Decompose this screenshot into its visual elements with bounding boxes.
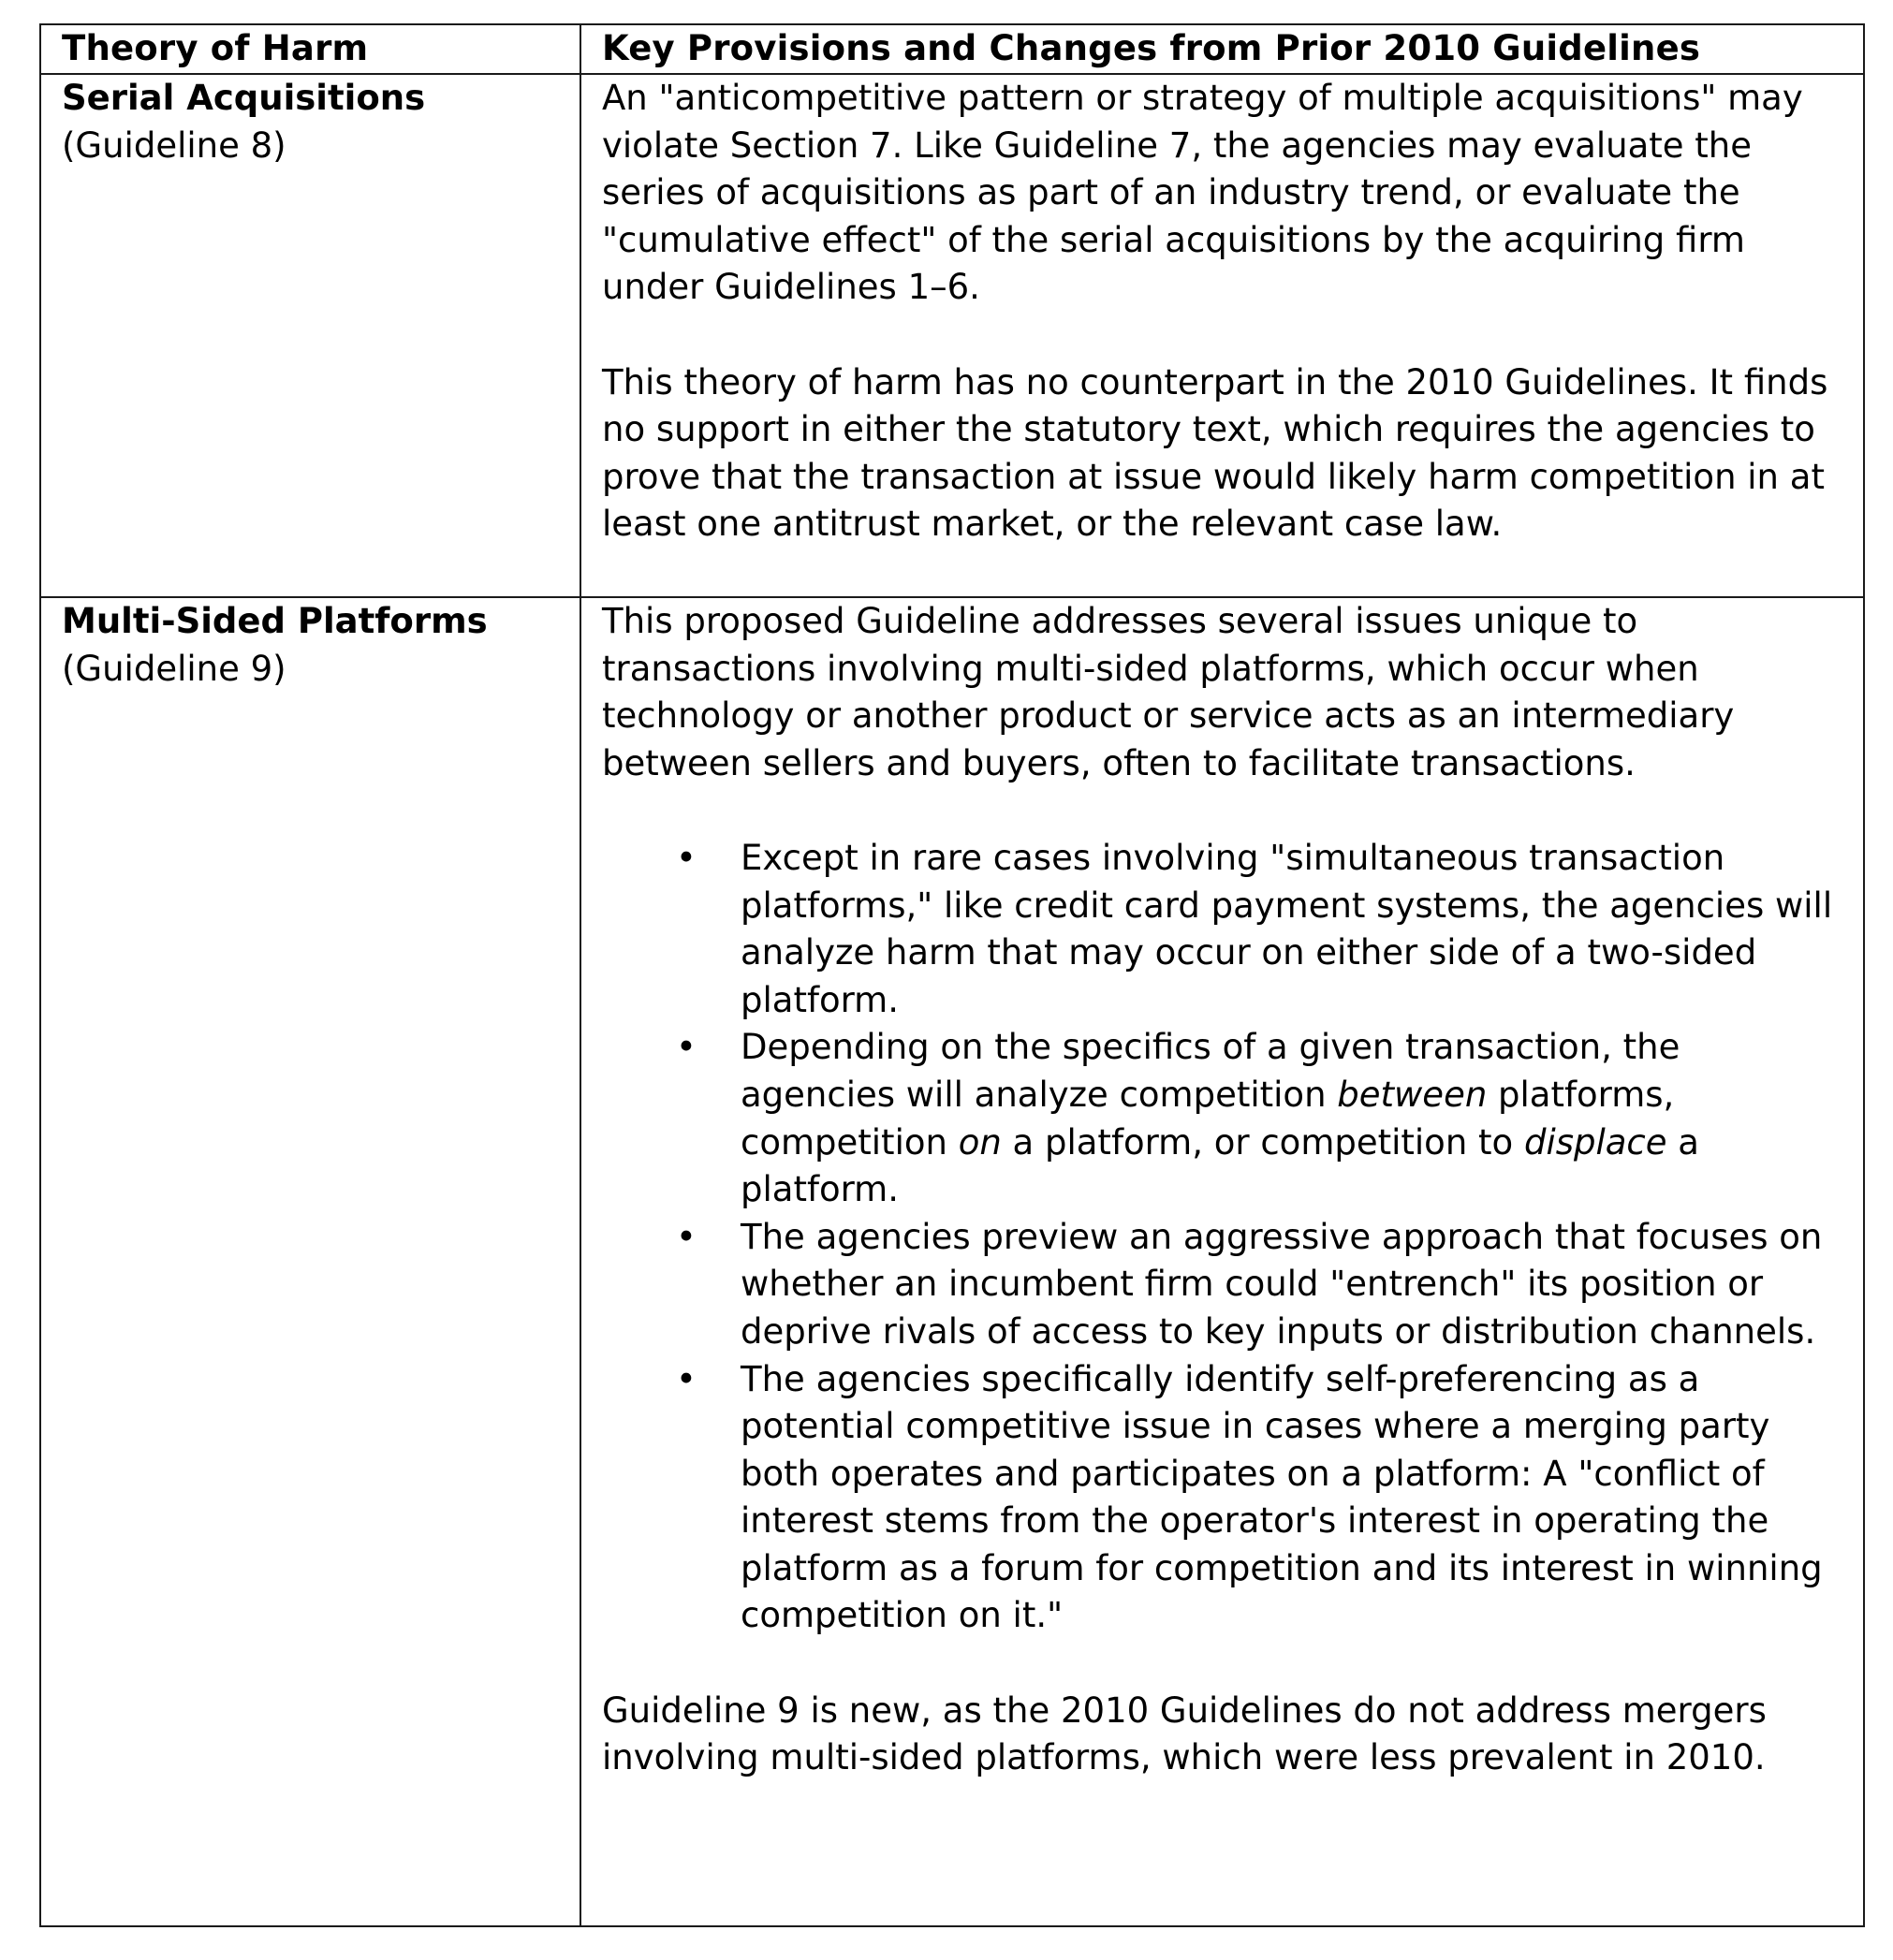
- text-run: Depending on the specifics of a given transaction, the agencies will analyze competition: [741, 1027, 1680, 1115]
- paragraph-spacer: [602, 312, 1842, 359]
- provision-paragraph: An "anticompetitive pattern or strategy of multiple acquisitions" may violate Section 7. Like Guideline 7, the agencies may evaluate the series of acquisitions as part of an industry trend, or evaluate the "cumulative effect" of the serial acquisitions by the acquiring firm under Guidelines 1–6.: [602, 78, 1803, 308]
- list-item-text: The agencies preview an aggressive approach that focuses on whether an incumbent firm could "entrench" its position or deprive rivals of access to key inputs or distribution channels.: [741, 1216, 1823, 1352]
- list-item-text: Except in rare cases involving "simultaneous transaction platforms," like credit card payment systems, the agencies will analyze harm that may occur on either side of a two-sided platform.: [741, 837, 1833, 1020]
- theory-cell: [40, 74, 580, 597]
- provision-paragraph: This theory of harm has no counterpart in the 2010 Guidelines. It finds no support in either the statutory text, which requires the agencies to prove that the transaction at issue would likely harm competition in at least one antitrust market, or the relevant case law.: [602, 361, 1828, 545]
- provision-bullet-list: [602, 835, 1842, 1640]
- paragraph-spacer: [602, 787, 1842, 835]
- table-row: [40, 74, 1864, 597]
- provisions-cell: [580, 597, 1864, 1926]
- theory-title: Serial Acquisitions: [62, 78, 426, 118]
- provisions-cell: [580, 74, 1864, 597]
- theories-of-harm-table: [39, 23, 1865, 1927]
- provision-intro: This proposed Guideline addresses several issues unique to transactions involving multi-sided platforms, which occur when technology or another product or service acts as an intermediary between sellers and buyers, often to facilitate transactions.: [602, 601, 1735, 783]
- header-row: [40, 24, 1864, 74]
- theory-title: Multi-Sided Platforms: [62, 601, 488, 641]
- bullet-icon: •: [676, 1027, 697, 1068]
- theory-reference: (Guideline 9): [62, 648, 286, 689]
- paragraph-spacer: [602, 1640, 1842, 1688]
- emphasis-run: on: [958, 1121, 1002, 1163]
- list-item: [676, 1024, 1842, 1213]
- list-item: [676, 835, 1842, 1024]
- table-row: [40, 597, 1864, 1926]
- bullet-icon: •: [676, 1216, 697, 1257]
- list-item-text: [741, 1027, 1699, 1209]
- text-run: a platform.: [741, 1121, 1699, 1210]
- header-theory-of-harm: Theory of Harm: [40, 24, 580, 74]
- emphasis-run: displace: [1523, 1121, 1667, 1163]
- bullet-icon: •: [676, 1358, 697, 1399]
- emphasis-run: between: [1337, 1074, 1488, 1115]
- theory-reference: (Guideline 8): [62, 124, 286, 166]
- provision-closing: Guideline 9 is new, as the 2010 Guidelines do not address mergers involving multi-sided platforms, which were less prevalent in 2010.: [602, 1689, 1767, 1778]
- text-run: platforms, competition: [741, 1074, 1675, 1163]
- list-item: [676, 1214, 1842, 1356]
- list-item: [676, 1356, 1842, 1641]
- text-run: a platform, or competition to: [1001, 1121, 1524, 1163]
- header-key-provisions: Key Provisions and Changes from Prior 2010 Guidelines: [580, 24, 1864, 74]
- theory-cell: [40, 597, 580, 1926]
- bullet-icon: •: [676, 837, 697, 878]
- list-item-text: The agencies specifically identify self-preferencing as a potential competitive issue in cases where a merging party both operates and participates on a platform: A "conflict of interest stems from the operator's interest in operating the platform as a forum for competition and its interest in winning competition on it.": [741, 1358, 1823, 1636]
